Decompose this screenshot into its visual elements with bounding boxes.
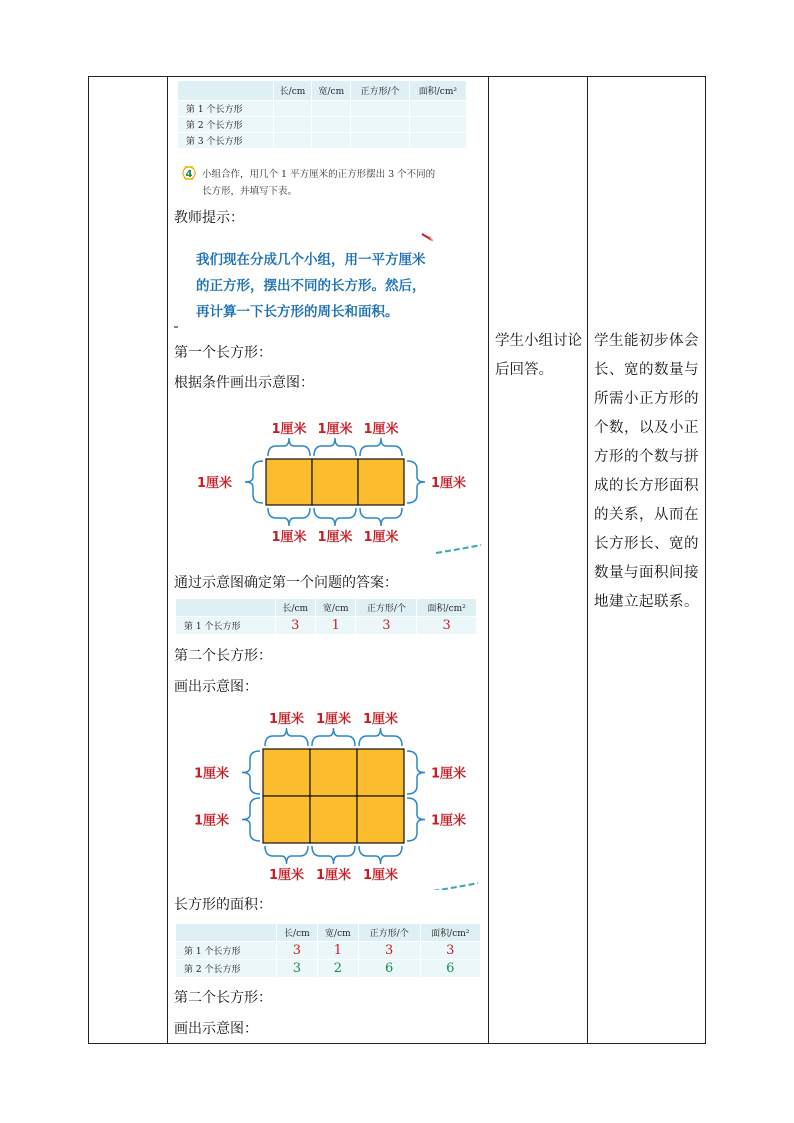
table-header-cell [176, 924, 277, 942]
area-value: 3 [420, 942, 480, 960]
draw-diagram-label: 画出示意图： [174, 679, 258, 695]
top-brace [268, 438, 310, 456]
top-brace [360, 438, 402, 456]
column-divider-1 [167, 76, 168, 1044]
teacher-hint-text: 我们现在分成几个小组，用一平方厘米的正方形，摆出不同的长方形。然后，再计算一下长方形的周长和面积。 [196, 252, 426, 320]
area-value: 3 [417, 617, 477, 635]
top-brace [359, 728, 402, 746]
bottom-brace [360, 508, 402, 526]
decorative-swoosh [433, 883, 478, 890]
bottom-brace [265, 846, 308, 864]
top-brace [312, 728, 355, 746]
right-brace [407, 461, 425, 503]
right-unit-label: 1厘米 [431, 813, 467, 829]
left-brace [245, 461, 263, 503]
width-value: 1 [315, 617, 355, 635]
bottom-unit-label: 1厘米 [268, 868, 305, 883]
bottom-unit-label: 1厘米 [363, 530, 399, 545]
unit-square [357, 796, 404, 843]
answer-intro-label: 通过示意图确定第一个问题的答案： [174, 575, 398, 591]
bottom-brace [312, 846, 355, 864]
unit-square [312, 459, 358, 505]
top-unit-label: 1厘米 [363, 422, 399, 437]
table-row [176, 617, 477, 635]
table-header-cell: 面积/cm² [417, 599, 477, 617]
bottom-unit-label: 1厘米 [317, 530, 353, 545]
top-unit-label: 1厘米 [268, 712, 305, 727]
squares-value: 6 [358, 960, 420, 978]
table-header-cell: 宽/cm [315, 599, 355, 617]
task4-text-line1: 小组合作，用几个 1 平方厘米的正方形摆出 3 个不同的 [202, 169, 436, 180]
length-value: 3 [276, 942, 317, 960]
teacher-prompt-label: 教师提示： [174, 210, 244, 226]
diagram-3x1 [170, 410, 488, 565]
table-header-cell: 宽/cm [317, 924, 358, 942]
answer-table-2 [175, 923, 481, 978]
top-unit-label: 1厘米 [362, 712, 399, 727]
top-unit-label: 1厘米 [271, 422, 307, 437]
bottom-unit-label: 1厘米 [271, 530, 307, 545]
left-unit-label: 1厘米 [193, 813, 229, 829]
top-unit-label: 1厘米 [317, 422, 353, 437]
table-header-cell: 正方形/个 [351, 81, 409, 101]
student-activity-text: 学生小组讨论后回答。 [495, 333, 582, 378]
left-brace [242, 798, 260, 841]
table-row-label: 第 1 个长方形 [176, 617, 276, 635]
bottom-unit-label: 1厘米 [362, 868, 399, 883]
width-value: 2 [317, 960, 358, 978]
answer-table-1 [175, 598, 477, 635]
left-unit-label: 1厘米 [193, 766, 229, 782]
table-row-label: 第 2 个长方形 [176, 960, 277, 978]
table-header-cell: 面积/cm² [420, 924, 480, 942]
squares-value: 3 [356, 617, 417, 635]
design-intent-text: 学生能初步体会长、宽的数量与所需小正方形的个数，以及小正方形的个数与拼成的长方形面积的关系，从而在长方形长、宽的数量与面积间接地建立起联系。 [594, 333, 699, 610]
draw-by-condition-label: 根据条件画出示意图： [174, 375, 314, 391]
length-value: 3 [276, 960, 317, 978]
column-divider-2 [488, 76, 489, 1044]
left-brace [242, 751, 260, 794]
right-brace [407, 751, 425, 794]
table-row-label: 第 3 个长方形 [178, 133, 274, 149]
table-header-cell: 长/cm [275, 599, 315, 617]
second-rectangle-label: 第二个长方形： [174, 648, 272, 664]
rectangle-area-label: 长方形的面积： [174, 897, 272, 913]
table-header-cell [176, 599, 276, 617]
unit-square [357, 749, 404, 796]
corner-mark-icon [420, 232, 436, 244]
bottom-brace [314, 508, 356, 526]
unit-square [358, 459, 404, 505]
textbook-table-top [177, 80, 467, 149]
column-divider-3 [587, 76, 588, 1044]
table-header-cell: 长/cm [276, 924, 317, 942]
second-rectangle-label-repeat: 第二个长方形： [174, 990, 272, 1006]
width-value: 1 [317, 942, 358, 960]
table-header-cell: 正方形/个 [356, 599, 417, 617]
unit-square [310, 796, 357, 843]
task4-text-line2: 长方形，并填写下表。 [202, 186, 298, 197]
table-header-cell: 长/cm [273, 81, 312, 101]
right-unit-label: 1厘米 [431, 476, 467, 491]
table-row-label: 第 1 个长方形 [178, 101, 274, 117]
task-number-badge-icon [179, 163, 197, 183]
svg-text:4: 4 [185, 169, 193, 180]
table-row-label: 第 1 个长方形 [176, 942, 277, 960]
table-header-cell: 面积/cm² [409, 81, 466, 101]
bottom-brace [268, 508, 310, 526]
squares-value: 3 [358, 942, 420, 960]
bottom-brace [359, 846, 402, 864]
draw-diagram-label-repeat: 画出示意图： [174, 1021, 258, 1037]
first-rectangle-label: 第一个长方形： [174, 345, 272, 361]
table-row [176, 960, 481, 978]
table-row [176, 942, 481, 960]
left-unit-label: 1厘米 [196, 476, 232, 491]
unit-square [263, 749, 310, 796]
table-row-label: 第 2 个长方形 [178, 117, 274, 133]
unit-square [263, 796, 310, 843]
tick-mark [174, 326, 178, 328]
top-brace [314, 438, 356, 456]
length-value: 3 [275, 617, 315, 635]
unit-square [266, 459, 312, 505]
table-header-cell [178, 81, 274, 101]
top-brace [265, 728, 308, 746]
table-header-cell: 宽/cm [312, 81, 351, 101]
diagram-3x2 [170, 700, 488, 890]
right-unit-label: 1厘米 [431, 766, 467, 782]
right-brace [407, 798, 425, 841]
unit-square [310, 749, 357, 796]
table-header-cell: 正方形/个 [358, 924, 420, 942]
area-value: 6 [420, 960, 480, 978]
top-unit-label: 1厘米 [315, 712, 352, 727]
bottom-unit-label: 1厘米 [315, 868, 352, 883]
decorative-swoosh [436, 545, 481, 553]
